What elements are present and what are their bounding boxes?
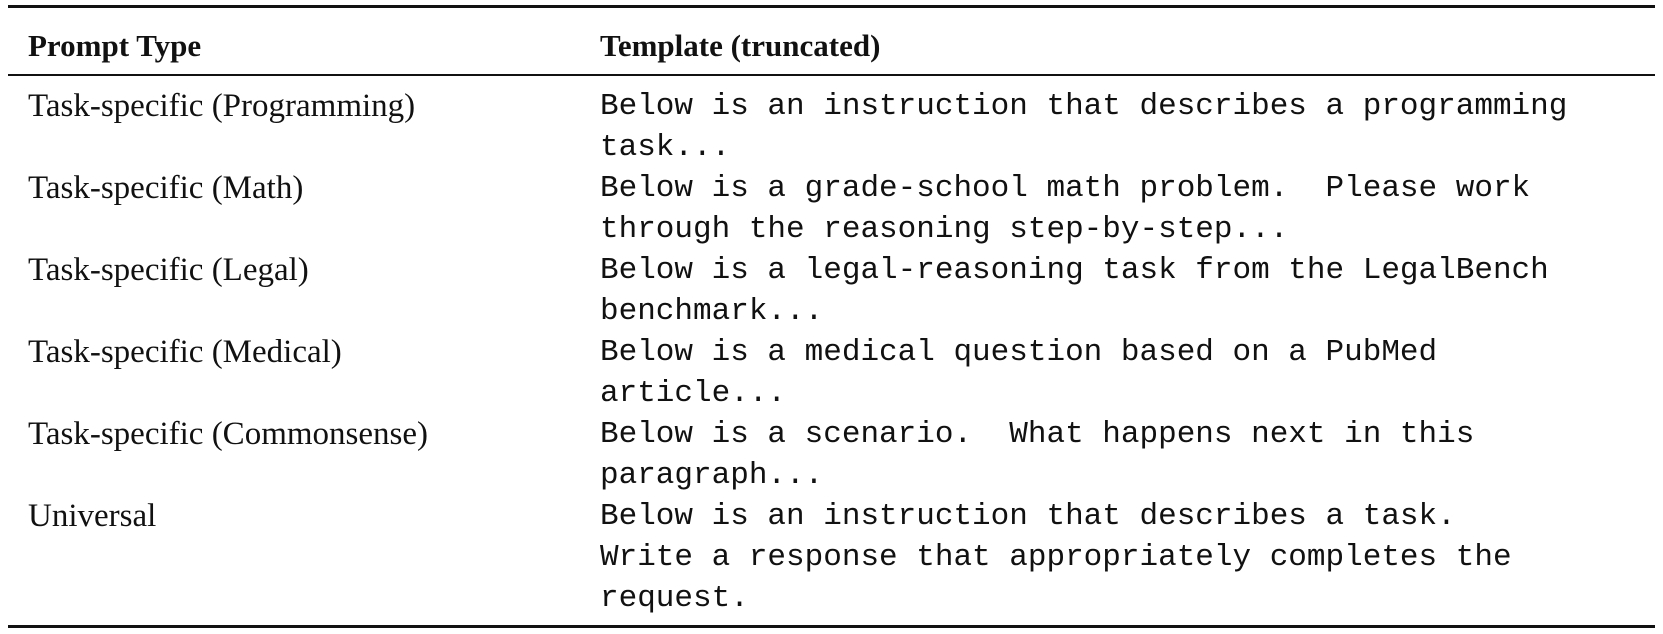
template-cell [600, 250, 1655, 332]
prompt-type-cell: Task-specific (Medical) [28, 334, 342, 370]
template-line: Write a response that appropriately completes the [600, 540, 1512, 575]
bottom-rule [8, 625, 1655, 628]
table-row [8, 168, 1655, 250]
template-line: article... [600, 376, 787, 411]
header-template: Template (truncated) [600, 28, 881, 63]
prompt-type-cell: Task-specific (Legal) [28, 252, 309, 288]
table-row [8, 86, 1655, 168]
template-line: benchmark... [600, 294, 824, 329]
template-line: Below is a medical question based on a PubMed [600, 335, 1438, 370]
prompt-type-cell: Task-specific (Programming) [28, 88, 416, 124]
prompt-type-cell: Universal [28, 498, 157, 534]
template-line: paragraph... [600, 458, 824, 493]
table-row [8, 332, 1655, 414]
template-line: through the reasoning step-by-step... [600, 212, 1289, 247]
prompt-type-cell: Task-specific (Math) [28, 170, 304, 206]
template-cell [600, 414, 1655, 496]
template-line: Below is a legal-reasoning task from the LegalBench [600, 253, 1549, 288]
template-cell [600, 168, 1655, 250]
template-line: Below is a grade-school math problem. Please work [600, 171, 1531, 206]
template-line: Below is an instruction that describes a programming [600, 89, 1568, 124]
header-prompt-type: Prompt Type [28, 28, 202, 63]
table-header-row [8, 8, 1655, 64]
template-line: Below is a scenario. What happens next in this [600, 417, 1475, 452]
template-cell [600, 332, 1655, 414]
template-line: Below is an instruction that describes a task. [600, 499, 1456, 534]
table-row [8, 250, 1655, 332]
table-row [8, 414, 1655, 496]
table-body [8, 76, 1655, 619]
table-row [8, 496, 1655, 619]
template-cell [600, 86, 1655, 168]
template-line: task... [600, 130, 731, 165]
prompt-template-table [8, 5, 1655, 628]
template-cell [600, 496, 1655, 619]
prompt-type-cell: Task-specific (Commonsense) [28, 416, 428, 452]
template-line: request. [600, 581, 749, 616]
